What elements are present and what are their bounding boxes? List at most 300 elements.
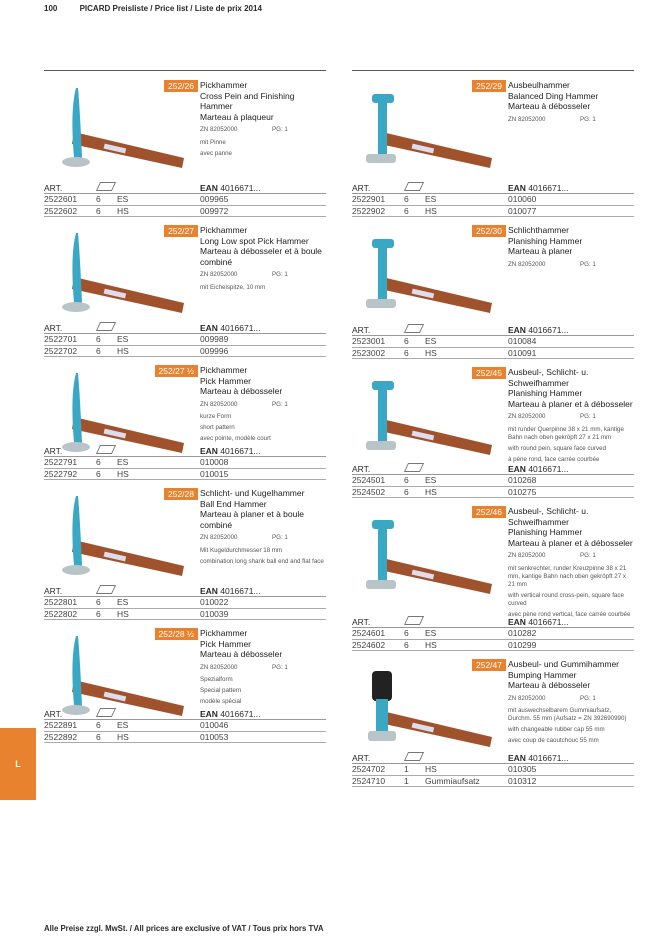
art-label: ART.	[44, 322, 63, 333]
hammer-image	[44, 365, 194, 475]
pg-code: PG: 1	[272, 271, 288, 278]
ean-prefix: 4016671...	[528, 616, 569, 627]
pack-qty: 6	[96, 205, 101, 216]
hammer-image	[352, 80, 502, 190]
product-block	[352, 659, 634, 795]
article-number: 2522792	[44, 468, 78, 479]
ean-prefix: 4016671...	[220, 322, 261, 333]
art-label: ART.	[352, 752, 371, 763]
product-name: Pickhammer	[200, 365, 248, 375]
table-row[interactable]	[352, 628, 634, 640]
pack-qty: 6	[404, 639, 409, 650]
article-number: 2522802	[44, 608, 78, 619]
product-note: Mit Kugeldurchmesser 18 mm	[200, 546, 283, 554]
product-block	[44, 80, 326, 225]
pg-code: PG: 1	[580, 260, 596, 268]
hammer-image	[352, 506, 502, 616]
ean-suffix: 010039	[200, 608, 229, 619]
hammer-face	[368, 731, 396, 741]
ean-label: EAN	[508, 616, 526, 627]
product-text	[508, 80, 634, 125]
art-label: ART.	[352, 182, 371, 193]
article-number: 2522701	[44, 334, 78, 344]
table-row[interactable]	[44, 597, 326, 609]
handle-type: HS	[425, 764, 437, 774]
product-text	[508, 659, 634, 745]
handle-type: HS	[117, 345, 129, 356]
item-number-badge: 252/45	[472, 367, 506, 379]
ean-suffix: 009996	[200, 345, 229, 356]
ean-label: EAN	[508, 752, 526, 763]
ean-suffix: 010046	[200, 720, 229, 730]
ean-header	[200, 586, 261, 596]
article-number: 2524601	[352, 628, 386, 638]
product-name: Planishing Hammer	[508, 388, 583, 398]
product-image	[352, 506, 502, 616]
product-note: short pattern	[200, 424, 235, 431]
handle-type: HS	[425, 639, 437, 650]
product-name: Pick Hammer	[200, 375, 252, 386]
ean-suffix: 010275	[508, 486, 537, 497]
zn-code: ZN 82052000	[508, 260, 546, 268]
hammer-head	[378, 245, 387, 301]
article-number: 2524702	[352, 764, 386, 774]
art-label: ART.	[352, 463, 371, 474]
hammer-face	[366, 441, 396, 450]
pg-code: PG: 1	[580, 552, 596, 559]
customs-line	[508, 115, 634, 126]
product-info	[44, 80, 326, 178]
item-number-badge: 252/27	[164, 225, 198, 237]
ean-suffix: 009965	[200, 194, 229, 204]
ean-label: EAN	[200, 445, 218, 456]
pack-qty: 6	[404, 194, 409, 204]
hammer-head	[72, 233, 82, 303]
product-note: modèle spécial	[200, 698, 242, 705]
product-name: Marteau à planer	[508, 246, 573, 256]
ean-suffix: 009972	[200, 205, 229, 216]
product-info	[352, 225, 634, 320]
rubber-cap	[372, 671, 392, 701]
item-number-badge: 252/28	[164, 488, 198, 500]
table-row[interactable]	[44, 334, 326, 346]
product-name: Pickhammer	[200, 80, 248, 90]
product-image	[352, 367, 502, 477]
product-text	[200, 80, 326, 158]
pack-qty: 6	[96, 457, 101, 467]
product-note: mit Pinne	[200, 138, 226, 146]
pg-code: PG: 1	[580, 413, 596, 420]
product-name: Ausbeul-, Schlicht- u. Schweifhammer	[508, 506, 589, 527]
product-block	[352, 367, 634, 506]
product-name: Bumping Hammer	[508, 669, 577, 680]
article-number: 2522602	[44, 205, 78, 216]
product-info	[352, 367, 634, 463]
hammer-image	[352, 225, 502, 335]
pack-qty: 6	[404, 475, 409, 485]
header-title: PICARD Preisliste / Price list / Liste de prix 2014	[79, 4, 262, 13]
product-text	[200, 365, 326, 443]
product-name: Ausbeul- und Gummihammer	[508, 659, 620, 669]
hammer-face	[366, 299, 396, 308]
product-name: Schlicht- und Kugelhammer	[200, 488, 305, 498]
product-name: Marteau à débosseler	[508, 680, 591, 690]
pack-qty: 6	[96, 194, 101, 204]
customs-line	[508, 260, 634, 271]
table-row[interactable]	[352, 640, 634, 652]
product-name: Marteau à planer et à boule combiné	[200, 509, 304, 530]
product-info	[44, 488, 326, 581]
product-text	[508, 367, 634, 464]
customs-line	[508, 412, 634, 423]
ean-suffix: 010060	[508, 194, 537, 204]
handle-type: Gummiaufsatz	[425, 775, 480, 786]
ean-suffix: 010268	[508, 475, 537, 485]
pg-code: PG: 1	[272, 534, 288, 541]
pack-qty: 6	[404, 628, 409, 638]
zn-code: ZN 82052000	[508, 694, 546, 702]
product-name: Pickhammer	[200, 225, 248, 235]
product-name: Marteau à débosseler	[200, 649, 283, 659]
hammer-image	[44, 80, 194, 190]
product-block	[44, 225, 326, 365]
footer-note: Alle Preise zzgl. MwSt. / All prices are exclusive of VAT / Tous prix hors TVA	[44, 924, 324, 933]
handle-type: ES	[117, 720, 129, 730]
handle	[380, 277, 492, 313]
table-row[interactable]	[44, 194, 326, 206]
item-number-badge: 252/27 ½	[155, 365, 198, 377]
ean-prefix: 4016671...	[528, 752, 569, 763]
ean-header	[508, 183, 569, 193]
ean-prefix: 4016671...	[528, 182, 569, 193]
product-note: Special pattern	[200, 687, 242, 694]
ean-suffix: 010015	[200, 468, 229, 479]
ean-label: EAN	[200, 182, 218, 193]
product-note: mit auswechselbarem Gummiaufsatz, Durchm. 55 mm (Aufsatz = ZN 392690990)	[508, 707, 627, 722]
hammer-head	[376, 699, 388, 735]
pack-qty: 6	[96, 468, 101, 479]
handle-type: HS	[117, 468, 129, 479]
article-number: 2522801	[44, 597, 78, 607]
product-name: Schlichthammer	[508, 225, 569, 235]
table-row[interactable]	[352, 194, 634, 206]
product-name: Marteau à débosseler	[508, 101, 591, 111]
ean-label: EAN	[200, 708, 218, 719]
product-note: à pène rond, face carrée courbée	[508, 455, 600, 463]
product-name: Long Low spot Pick Hammer	[200, 235, 309, 246]
right-column	[352, 70, 634, 795]
customs-line	[508, 694, 634, 705]
product-name: Planishing Hammer	[508, 527, 583, 537]
handle	[380, 558, 492, 594]
product-name: Ball End Hammer	[200, 498, 267, 509]
ean-suffix: 009989	[200, 334, 229, 344]
customs-line	[200, 400, 326, 411]
item-number-badge: 252/28 ½	[155, 628, 198, 640]
handle-type: HS	[425, 486, 437, 497]
hammer-head	[72, 496, 82, 566]
hammer-head	[378, 100, 387, 156]
product-note: avec pène rond vertical, face carrée courbée	[508, 610, 631, 618]
ean-header	[200, 709, 261, 719]
zn-code: ZN 82052000	[508, 552, 546, 559]
handle-type: ES	[117, 597, 129, 607]
product-text	[200, 628, 326, 706]
item-number-badge: 252/30	[472, 225, 506, 237]
article-number: 2524502	[352, 486, 386, 497]
handle	[380, 419, 492, 455]
handle-type: HS	[117, 205, 129, 216]
ean-prefix: 4016671...	[220, 708, 261, 719]
ean-suffix: 010022	[200, 597, 229, 607]
page-header	[44, 4, 282, 13]
table-row[interactable]	[352, 487, 634, 499]
item-number-badge: 252/47	[472, 659, 506, 671]
ean-label: EAN	[508, 324, 526, 335]
ean-label: EAN	[508, 182, 526, 193]
hammer-face	[62, 705, 90, 715]
ean-header	[200, 183, 261, 193]
product-name: Cross Pein and Finishing Hammer	[200, 90, 295, 111]
table-row[interactable]	[44, 346, 326, 358]
zn-code: ZN 82052000	[200, 534, 238, 541]
handle-type: HS	[117, 608, 129, 619]
handle-type: HS	[425, 205, 437, 216]
hammer-face	[62, 157, 90, 167]
product-image	[352, 225, 502, 335]
article-number: 2523001	[352, 336, 386, 346]
hammer-image	[44, 628, 194, 738]
handle-type: ES	[117, 334, 129, 344]
zn-code: ZN 82052000	[200, 271, 238, 278]
pack-qty: 6	[96, 345, 101, 356]
table-row[interactable]	[352, 348, 634, 360]
art-label: ART.	[352, 324, 371, 335]
art-label: ART.	[44, 585, 63, 596]
customs-line	[508, 551, 634, 562]
pack-qty: 6	[404, 347, 409, 358]
ean-prefix: 4016671...	[220, 445, 261, 456]
hammer-head	[72, 88, 82, 158]
product-block	[44, 488, 326, 628]
zn-code: ZN 82052000	[200, 126, 238, 133]
handle	[380, 711, 492, 747]
art-label: ART.	[44, 708, 63, 719]
product-note: mit Eichelspitze, 10 mm	[200, 283, 266, 291]
table-row[interactable]	[352, 206, 634, 218]
divider	[352, 70, 634, 71]
ean-suffix: 010312	[508, 775, 537, 786]
ean-suffix: 010282	[508, 628, 537, 638]
product-info	[44, 225, 326, 318]
table-row[interactable]	[352, 776, 634, 788]
product-block	[44, 365, 326, 488]
hammer-image	[352, 659, 502, 769]
ean-header	[508, 325, 569, 335]
hammer-head	[378, 526, 387, 582]
ean-header	[508, 753, 569, 763]
pack-qty: 6	[96, 608, 101, 619]
hammer-head	[72, 636, 82, 706]
product-block	[44, 628, 326, 751]
handle-type: HS	[425, 347, 437, 358]
article-number: 2524602	[352, 639, 386, 650]
article-number: 2524501	[352, 475, 386, 485]
ean-header	[200, 446, 261, 456]
product-name: Pick Hammer	[200, 638, 252, 649]
pg-code: PG: 1	[272, 126, 288, 133]
product-image	[44, 488, 194, 598]
product-block	[352, 80, 634, 225]
pack-qty: 6	[404, 336, 409, 346]
product-image	[352, 80, 502, 190]
ean-suffix: 010299	[508, 639, 537, 650]
article-number: 2522601	[44, 194, 78, 204]
table-row[interactable]	[352, 336, 634, 348]
ean-suffix: 010053	[200, 731, 229, 742]
pack-qty: 6	[96, 334, 101, 344]
package-icon	[404, 616, 508, 627]
product-block	[352, 506, 634, 659]
product-note: avec coup de caoutchouc 55 mm	[508, 737, 599, 744]
handle	[380, 132, 492, 168]
ean-suffix: 010084	[508, 336, 537, 346]
hammer-head	[72, 373, 82, 443]
product-note: with vertical round cross-pein, square face curved	[508, 591, 624, 607]
handle-type: ES	[425, 475, 437, 485]
customs-line	[200, 533, 326, 544]
pack-qty: 6	[96, 720, 101, 730]
product-image	[44, 80, 194, 190]
handle-type: ES	[425, 628, 437, 638]
art-label: ART.	[44, 182, 63, 193]
product-name: Marteau à débosseler	[200, 386, 283, 396]
product-note: mit runder Querpinne 38 x 21 mm, kantige Bahn nach oben gekröpft 27 x 21 mm	[508, 425, 624, 441]
pg-code: PG: 1	[272, 400, 288, 408]
product-info	[352, 80, 634, 178]
product-name: Ausbeulhammer	[508, 80, 570, 90]
product-note: with changeable rubber cap 55 mm	[508, 726, 605, 733]
product-name: Pickhammer	[200, 628, 248, 638]
ean-suffix: 010008	[200, 457, 229, 467]
ean-header	[508, 464, 569, 474]
zn-code: ZN 82052000	[200, 663, 238, 671]
hammer-face	[62, 442, 90, 452]
pack-qty: 6	[404, 205, 409, 216]
hammer-image	[44, 225, 194, 335]
product-info	[352, 506, 634, 618]
ean-prefix: 4016671...	[220, 182, 261, 193]
zn-code: ZN 82052000	[200, 400, 238, 408]
item-number-badge: 252/26	[164, 80, 198, 92]
product-name: Ausbeul-, Schlicht- u. Schweifhammer	[508, 367, 589, 388]
hammer-image	[352, 367, 502, 477]
ean-label: EAN	[508, 463, 526, 474]
pg-code: PG: 1	[580, 694, 596, 702]
product-name: Marteau à planer et à débosseler	[508, 398, 633, 409]
table-row[interactable]	[44, 609, 326, 621]
ean-prefix: 4016671...	[528, 463, 569, 474]
product-note: kurze Form	[200, 413, 232, 420]
product-info	[44, 628, 326, 704]
ean-prefix: 4016671...	[528, 324, 569, 335]
product-name: Planishing Hammer	[508, 235, 583, 246]
article-number: 2522891	[44, 720, 78, 730]
product-note: combination long shank ball end and flat face	[200, 557, 324, 565]
article-number: 2524710	[352, 775, 386, 786]
handle-type: ES	[117, 457, 129, 467]
ean-suffix: 010091	[508, 347, 537, 358]
product-image	[44, 365, 194, 475]
pack-qty: 1	[404, 764, 409, 774]
product-text	[200, 488, 326, 566]
product-image	[44, 628, 194, 738]
product-name: Balanced Ding Hammer	[508, 90, 599, 101]
hammer-image	[44, 488, 194, 598]
page-number: 100	[44, 4, 58, 13]
hammer-head	[378, 387, 387, 443]
product-text	[508, 225, 634, 270]
zn-code: ZN 82052000	[508, 413, 546, 420]
product-image	[352, 659, 502, 769]
article-number: 2523002	[352, 347, 386, 358]
product-note: with round pein, square face curved	[508, 444, 607, 452]
section-tab[interactable]: L	[0, 728, 36, 800]
hammer-face	[366, 580, 396, 589]
customs-line	[200, 663, 326, 674]
product-note: avec panne	[200, 149, 232, 157]
pack-qty: 1	[404, 775, 409, 786]
table-row[interactable]	[44, 206, 326, 218]
handle-type: ES	[117, 194, 129, 204]
zn-code: ZN 82052000	[508, 115, 546, 123]
handle-type: HS	[117, 731, 129, 742]
article-number: 2522702	[44, 345, 78, 356]
art-label: ART.	[352, 616, 371, 627]
product-name: Marteau à débosseler et à boule combiné	[200, 246, 322, 267]
hammer-face	[366, 154, 396, 163]
ean-suffix: 010305	[508, 764, 537, 774]
hammer-face	[62, 302, 90, 312]
ean-label: EAN	[200, 585, 218, 596]
customs-line	[200, 270, 326, 281]
pg-code: PG: 1	[272, 663, 288, 671]
article-number: 2522892	[44, 731, 78, 742]
product-info	[352, 659, 634, 748]
product-image	[44, 225, 194, 335]
divider	[44, 70, 326, 71]
product-note: mit senkrechter, runder Kreuzpinne 38 x 21 mm, kantige Bahn nach oben gekröpft 27 x 21 mm	[508, 564, 627, 588]
customs-line	[200, 125, 326, 136]
product-text	[200, 225, 326, 292]
art-label: ART.	[44, 445, 63, 456]
product-note: avec pointe, modèle court	[200, 435, 271, 442]
ean-prefix: 4016671...	[220, 585, 261, 596]
pack-qty: 6	[96, 731, 101, 742]
product-name: Marteau à planer et à débosseler	[508, 537, 633, 548]
product-name: Marteau à plaqueur	[200, 111, 274, 122]
product-info	[44, 365, 326, 441]
ean-suffix: 010077	[508, 205, 537, 216]
article-number: 2522791	[44, 457, 78, 467]
product-note: Spezialform	[200, 676, 233, 683]
handle-type: ES	[425, 336, 437, 346]
left-column	[44, 70, 326, 751]
ean-label: EAN	[200, 322, 218, 333]
pack-qty: 6	[404, 486, 409, 497]
pack-qty: 6	[96, 597, 101, 607]
article-number: 2522902	[352, 205, 386, 216]
